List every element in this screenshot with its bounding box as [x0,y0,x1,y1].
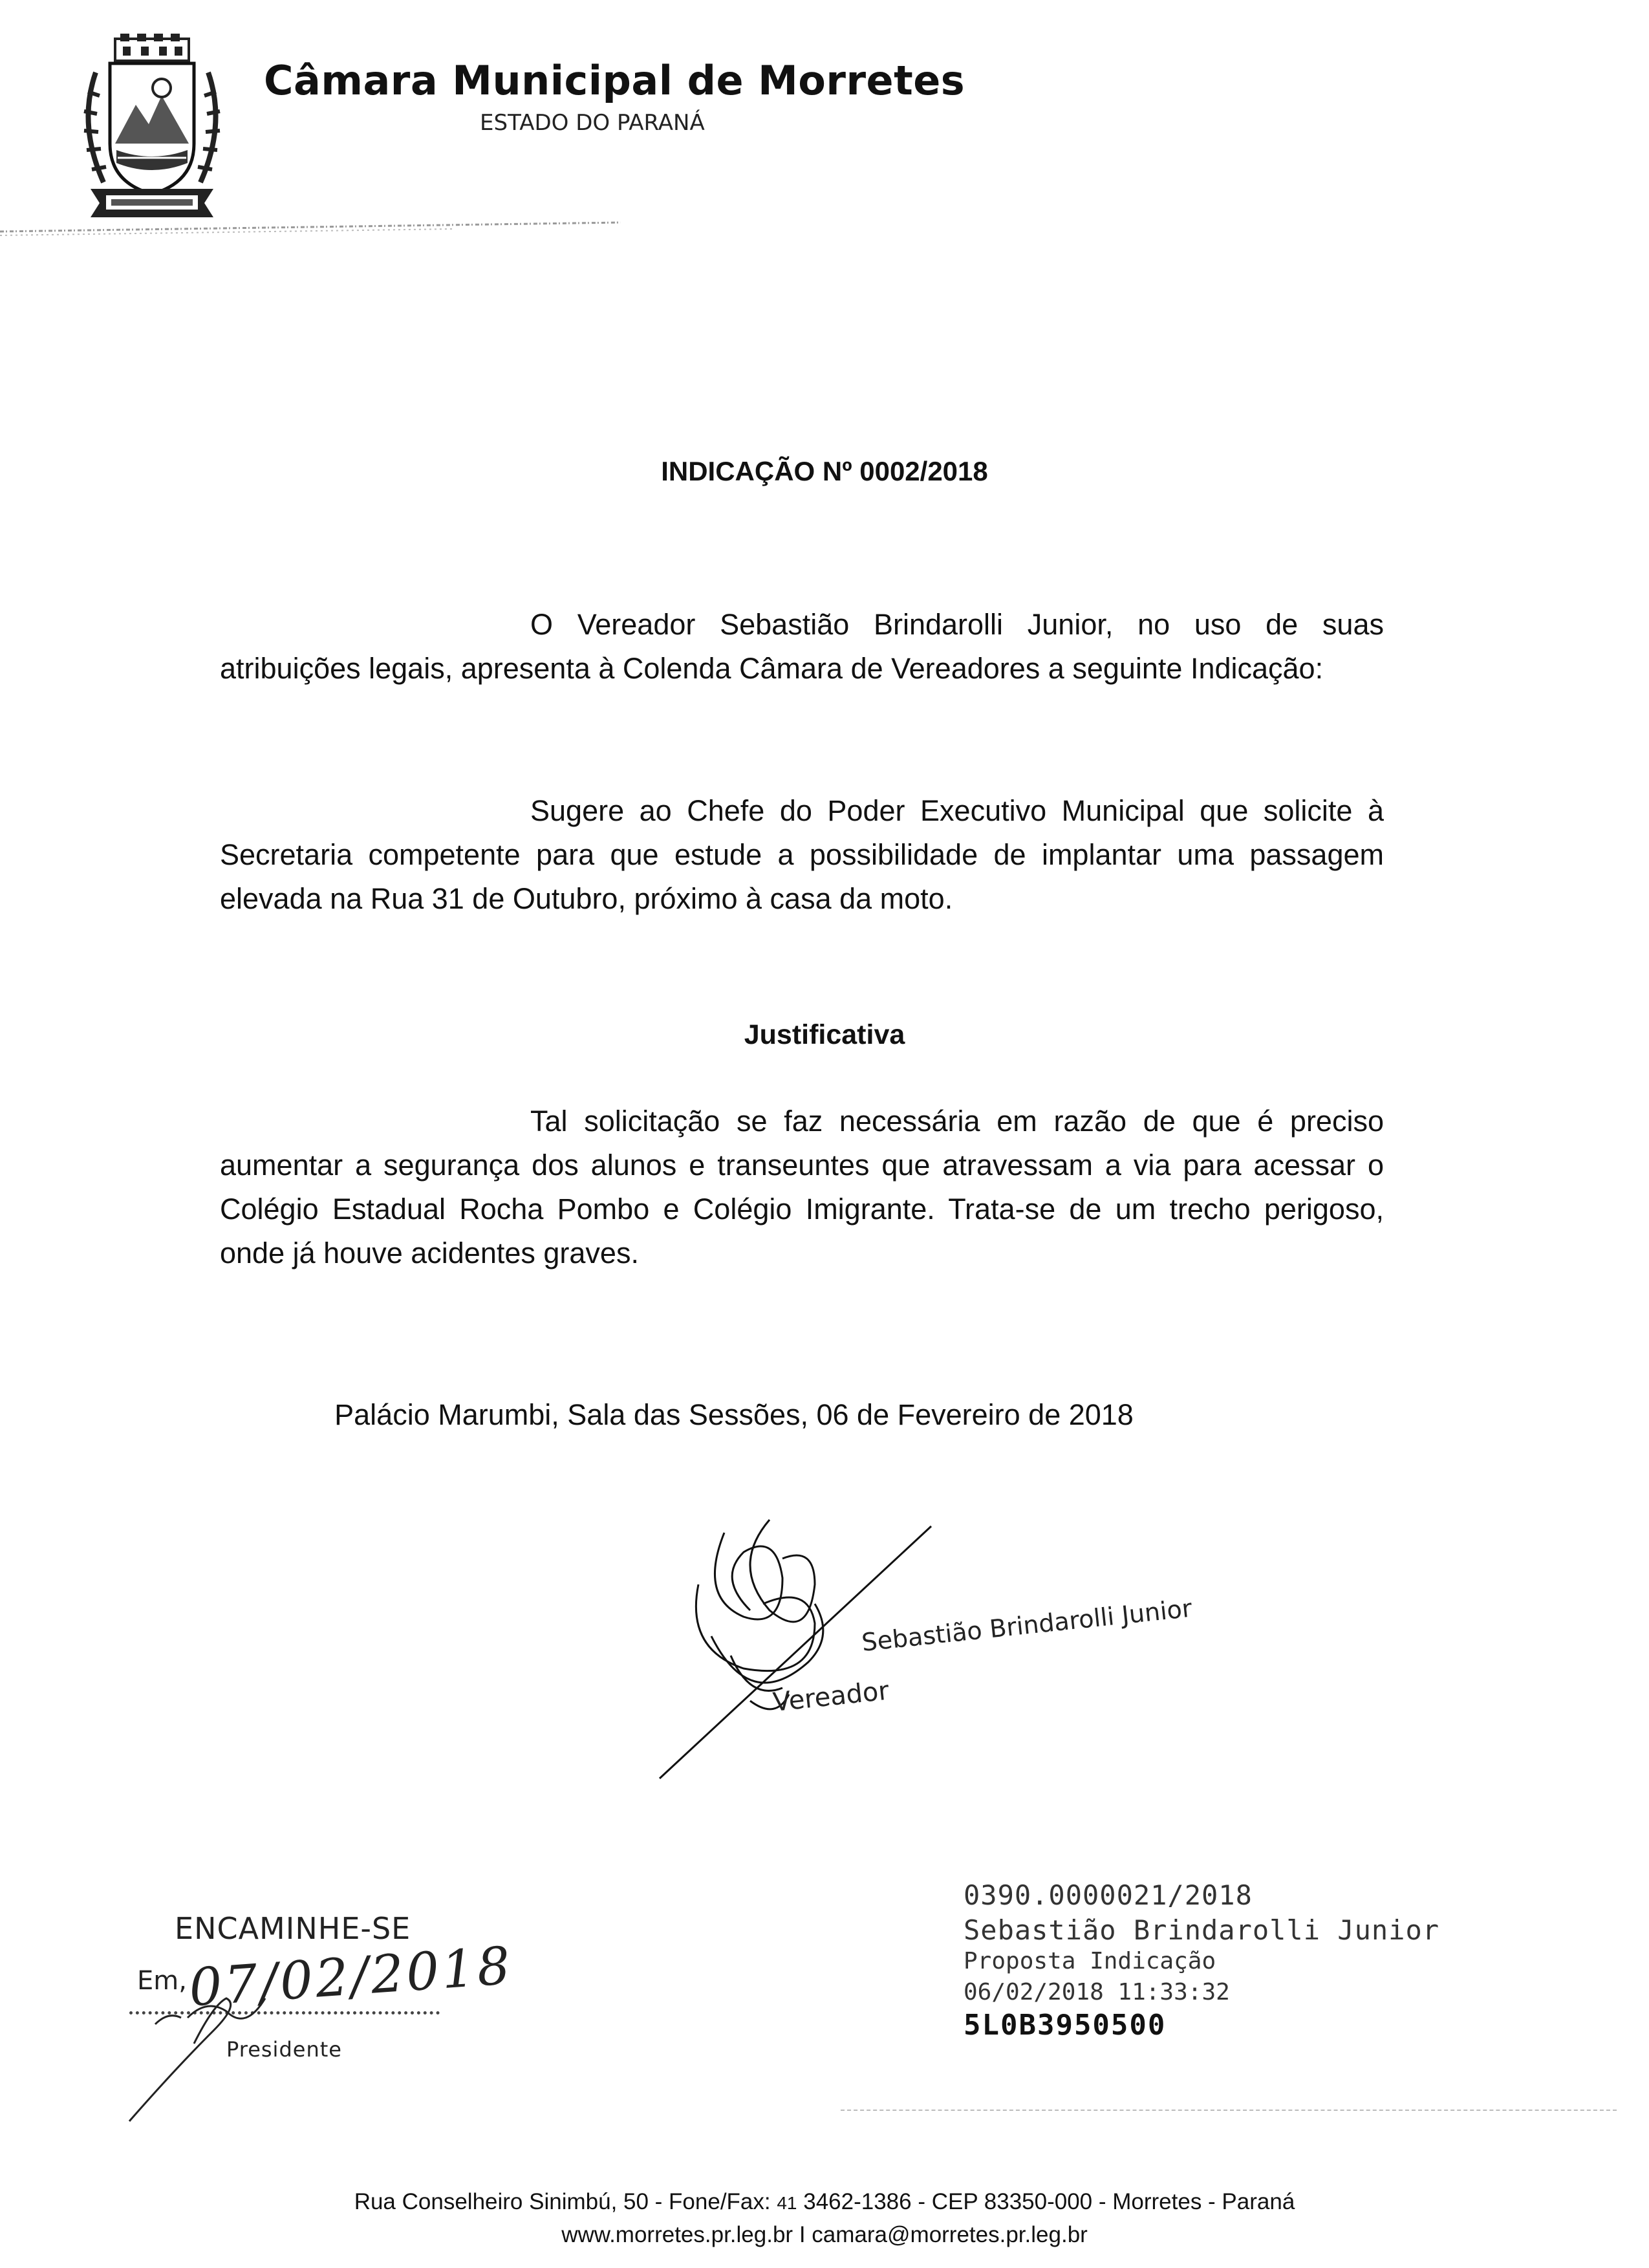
document-title: INDICAÇÃO Nº 0002/2018 [661,456,988,486]
organization-name: Câmara Municipal de Morretes [264,57,965,104]
footer-area-code: 41 [777,2193,797,2213]
footer-website: www.morretes.pr.leg.br [561,2222,793,2247]
handwritten-signature [621,1507,1022,1791]
suggestion-paragraph: Sugere ao Chefe do Poder Executivo Municipal que solicite à Secretaria competente para que estude a possibilidade de implantar uma passagem elevada na Rua 31 de Outubro, próximo à casa da moto. [220,794,1384,915]
protocol-type: Proposta Indicação [964,1948,1216,1974]
footer-address-part2: 3462-1386 - CEP 83350-000 - Morretes - Paraná [797,2189,1295,2214]
protocol-timestamp: 06/02/2018 11:33:32 [964,1979,1230,2005]
forwarding-handwritten-date: 07/02/2018 [187,1935,515,2018]
header-divider [0,220,621,239]
signature-name-stamp: Sebastião Brindarolli Junior [860,1593,1194,1657]
forwarding-em-label: Em, [137,1966,187,1996]
protocol-number: 0390.0000021/2018 [964,1879,1253,1911]
protocol-author: Sebastião Brindarolli Junior [964,1914,1440,1946]
footer-separator: I [799,2222,806,2247]
footer-email: camara@morretes.pr.leg.br [812,2222,1088,2247]
footer-address-part1: Rua Conselheiro Sinimbú, 50 - Fone/Fax: [354,2189,777,2214]
municipal-coat-of-arms-icon [65,34,239,228]
justification-heading: Justificativa [744,1019,905,1050]
justification-paragraph: Tal solicitação se faz necessária em razão de que é preciso aumentar a segurança dos alunos e transeuntes que atravessam a via para acessar o Colégio Estadual Rocha Pombo e Colégio Imigrante. Trata-se de um trecho perigoso, onde já houve acidentes graves. [220,1105,1384,1269]
organization-state: ESTADO DO PARANÁ [480,110,705,136]
forwarding-signer-role: Presidente [226,2037,342,2062]
protocol-code: 5L0B3950500 [964,2009,1167,2042]
signature-role-stamp: Vereador [771,1676,890,1718]
place-and-date: Palácio Marumbi, Sala das Sessões, 06 de Fevereiro de 2018 [334,1398,1134,1431]
intro-paragraph: O Vereador Sebastião Brindarolli Junior, no uso de suas atribuições legais, apresenta à Colenda Câmara de Vereadores a seguinte Indicação: [220,608,1384,685]
forwarding-stamp-title: ENCAMINHE-SE [175,1911,411,1946]
footer-divider [841,2110,1617,2111]
footer-contacts [0,2222,1649,2248]
footer-address [0,2189,1649,2215]
